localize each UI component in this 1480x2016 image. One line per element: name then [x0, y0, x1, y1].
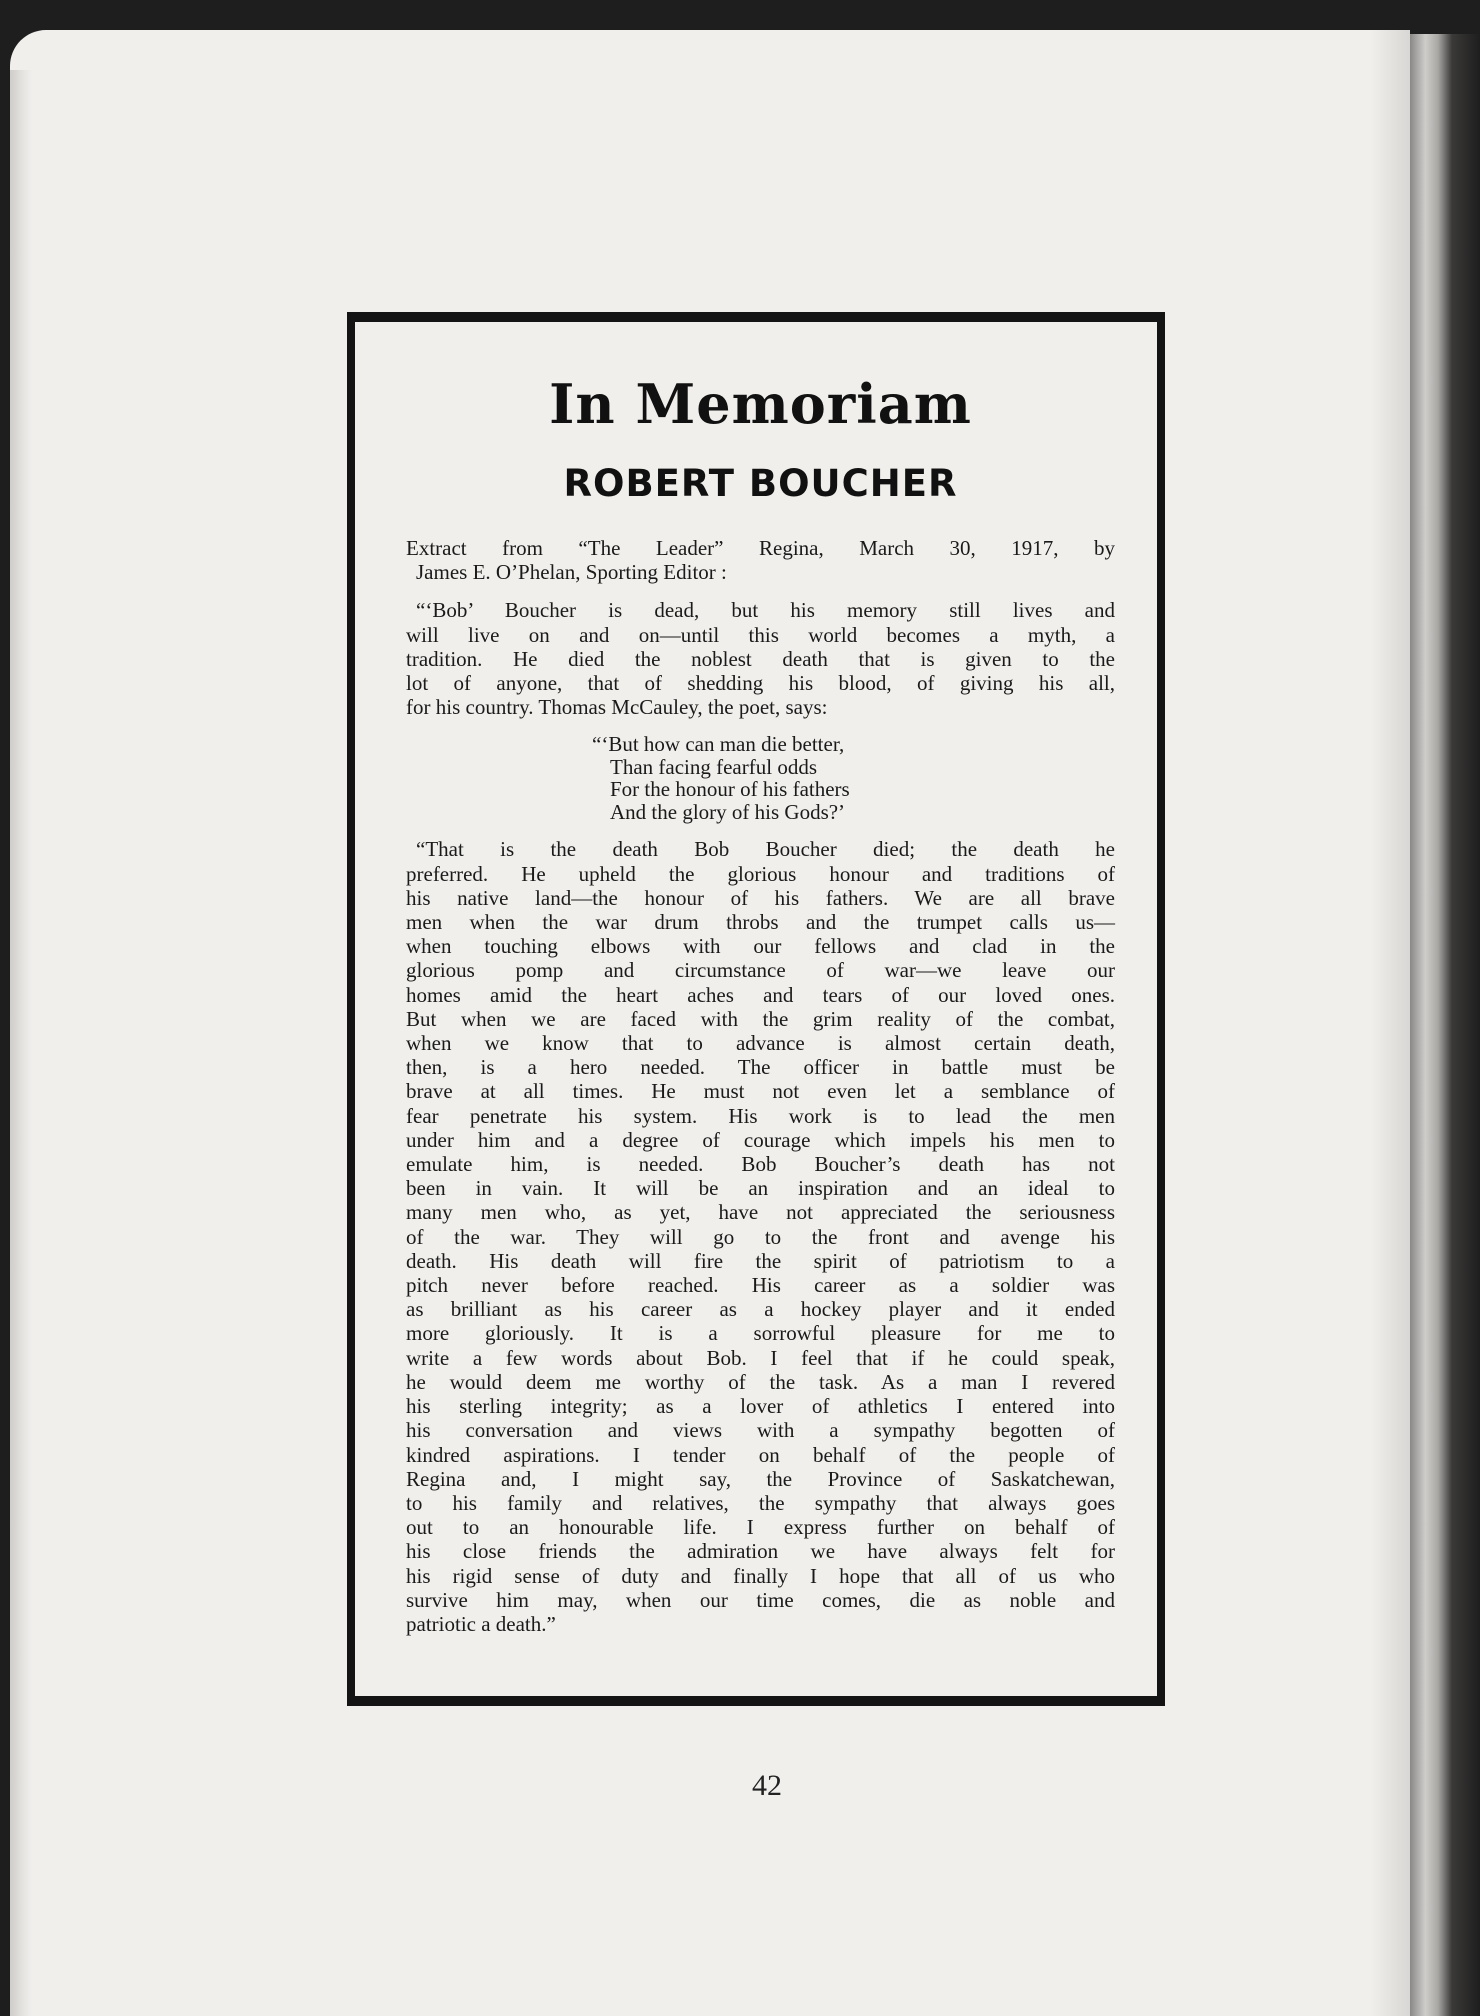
- text-line: “That is the death Bob Boucher died; the death he: [416, 837, 1115, 862]
- text-line: Extract from “The Leader” Regina, March 30, 1917, by: [406, 536, 1115, 560]
- quote-paragraph-2: [406, 837, 1115, 1636]
- text-line: been in vain. It will be an inspiration and an ideal to: [406, 1176, 1115, 1201]
- memorial-name: ROBERT BOUCHER: [563, 462, 958, 505]
- text-line: survive him may, when our time comes, die as noble and: [406, 1587, 1115, 1612]
- text-line: pitch never before reached. His career as a soldier was: [406, 1273, 1115, 1298]
- text-line: as brilliant as his career as a hockey player and it ended: [406, 1297, 1115, 1322]
- poem-line: “‘But how can man die better,: [592, 732, 845, 757]
- text-line: Regina and, I might say, the Province of Saskatchewan,: [406, 1466, 1115, 1491]
- text-line: out to an honourable life. I express further on behalf of: [406, 1515, 1115, 1540]
- text-line: brave at all times. He must not even let a semblance of: [406, 1079, 1115, 1104]
- text-line: tradition. He died the noblest death that is given to the: [406, 646, 1115, 671]
- memorial-content: [406, 372, 1115, 1636]
- text-line: will live on and on—until this world becomes a myth, a: [406, 622, 1115, 647]
- page-stack-edge: [10, 70, 32, 2016]
- text-line: glorious pomp and circumstance of war—we leave our: [406, 958, 1115, 983]
- text-line: But when we are faced with the grim reality of the combat,: [406, 1006, 1115, 1031]
- text-line: many men who, as yet, have not appreciated the seriousness: [406, 1200, 1115, 1225]
- text-line: for his country. Thomas McCauley, the poet, says:: [406, 695, 828, 720]
- poem-line: Than facing fearful odds: [610, 754, 817, 779]
- text-line: “‘Bob’ Boucher is dead, but his memory still lives and: [416, 598, 1115, 623]
- intro-paragraph: [406, 536, 1115, 584]
- text-line: homes amid the heart aches and tears of our loved ones.: [406, 982, 1115, 1007]
- text-line: his sterling integrity; as a lover of athletics I entered into: [406, 1394, 1115, 1419]
- memorial-frame: [347, 312, 1165, 1706]
- text-line: his rigid sense of duty and finally I hope that all of us who: [406, 1563, 1115, 1588]
- text-line: death. His death will fire the spirit of patriotism to a: [406, 1248, 1115, 1273]
- text-line: he would deem me worthy of the task. As a man I revered: [406, 1369, 1115, 1394]
- text-line: lot of anyone, that of shedding his blood, of giving his all,: [406, 671, 1115, 696]
- text-line: when touching elbows with our fellows and clad in the: [406, 934, 1115, 959]
- text-line: write a few words about Bob. I feel that if he could speak,: [406, 1345, 1115, 1370]
- poem-line: And the glory of his Gods?’: [610, 799, 846, 824]
- text-line: under him and a degree of courage which impels his men to: [406, 1127, 1115, 1152]
- poem-line: For the honour of his fathers: [610, 777, 850, 802]
- poem-stanza: [406, 733, 1115, 823]
- text-line: kindred aspirations. I tender on behalf of the people of: [406, 1442, 1115, 1467]
- text-line: then, is a hero needed. The officer in battle must be: [406, 1055, 1115, 1080]
- gutter-shadow: [1370, 30, 1410, 2016]
- quote-paragraph-1: [406, 598, 1115, 719]
- text-line: men when the war drum throbs and the trumpet calls us—: [406, 910, 1115, 935]
- text-line: of the war. They will go to the front and avenge his: [406, 1224, 1115, 1249]
- text-line: fear penetrate his system. His work is to lead the men: [406, 1103, 1115, 1128]
- text-line: patriotic a death.”: [406, 1611, 556, 1636]
- text-line: to his family and relatives, the sympathy that always goes: [406, 1490, 1115, 1515]
- book-binding: [1410, 34, 1480, 2016]
- page-number: 42: [752, 1769, 782, 1802]
- text-line: James E. O’Phelan, Sporting Editor :: [416, 560, 727, 585]
- text-line: preferred. He upheld the glorious honour and traditions of: [406, 861, 1115, 886]
- text-line: his close friends the admiration we have always felt for: [406, 1539, 1115, 1564]
- text-line: his native land—the honour of his fathers. We are all brave: [406, 885, 1115, 910]
- text-line: more gloriously. It is a sorrowful pleasure for me to: [406, 1321, 1115, 1346]
- text-line: emulate him, is needed. Bob Boucher’s death has not: [406, 1152, 1115, 1177]
- text-line: when we know that to advance is almost certain death,: [406, 1031, 1115, 1056]
- memorial-heading: In Memoriam: [549, 372, 972, 436]
- text-line: his conversation and views with a sympathy begotten of: [406, 1418, 1115, 1443]
